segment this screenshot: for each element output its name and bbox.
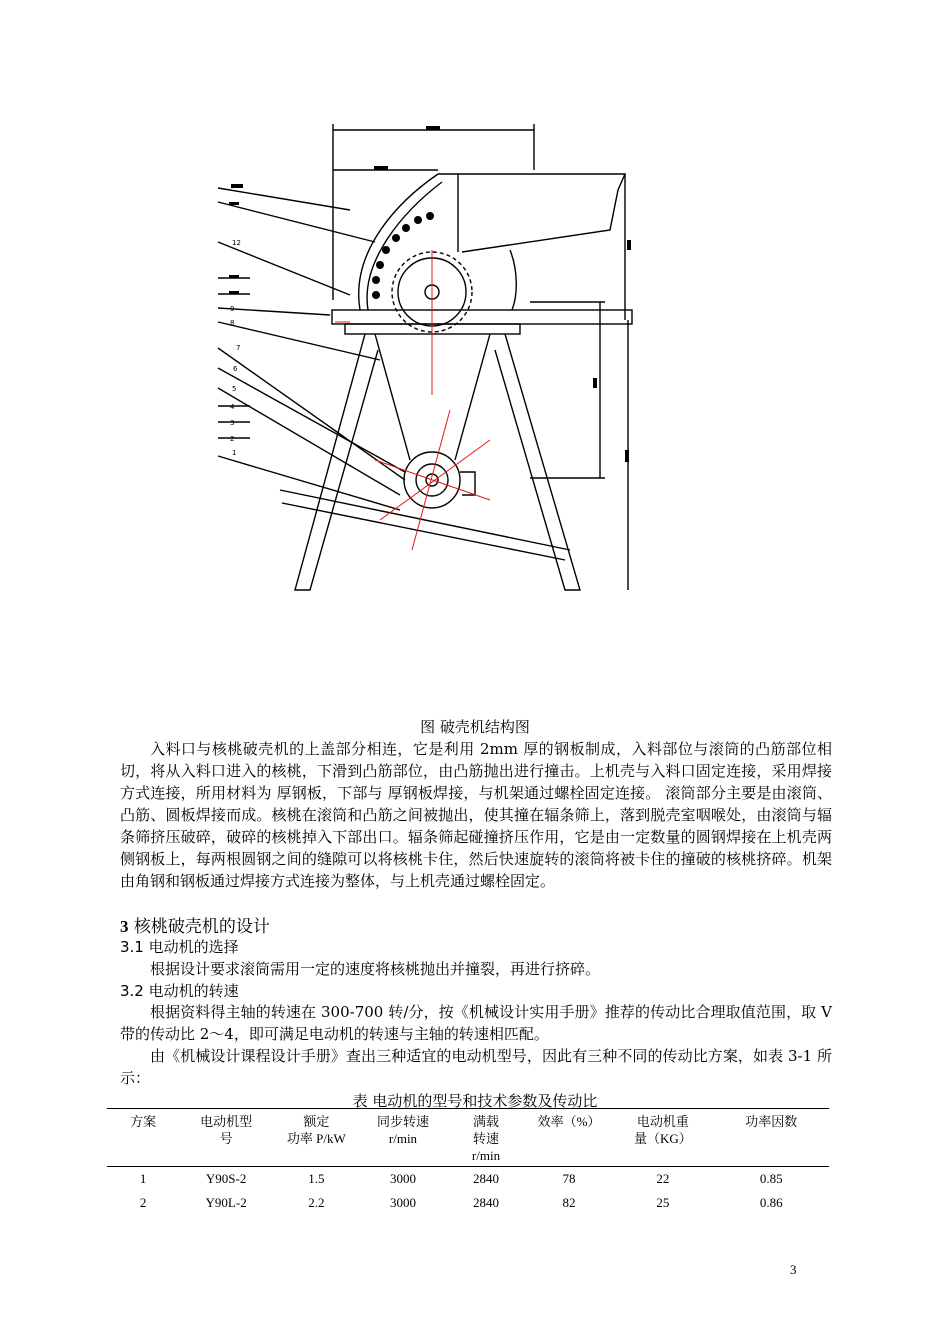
table-cell: 2	[139, 1195, 147, 1210]
table-cell: 2.2	[308, 1195, 325, 1210]
table-header: 电动机型 号	[200, 1114, 253, 1146]
table-cell: 3000	[389, 1195, 416, 1210]
table-cell: 2840	[473, 1171, 499, 1186]
table-cell: 78	[562, 1171, 576, 1186]
part-label-5: 5	[232, 385, 237, 393]
table-cell: Y90L-2	[205, 1195, 247, 1210]
table-header: 方案	[130, 1114, 157, 1129]
table-cell: 1.5	[308, 1171, 325, 1186]
table-cell: Y90S-2	[205, 1171, 247, 1186]
section-3-heading	[120, 912, 270, 937]
section-3-title: 核桃破壳机的设计	[133, 917, 270, 937]
part-label-2: 2	[230, 435, 235, 443]
paragraph-structure: 入料口与核桃破壳机的上盖部分相连，它是利用 2mm 厚的钢板制成，入料部位与滚筒的凸筋部位相切，将从入料口进入的核桃，下滑到凸筋部位，由凸筋抛出进行撞击。上机壳与入料口固定连接，采用焊接方式连接，所用材料为 厚钢板，下部与 厚钢板焊接，与机架通过螺栓固定连接。 滚筒部分主要是由滚筒、凸筋、圆板焊接而成。核桃在滚筒和凸筋之间被抛出，使其撞在辐条筛上，落到脱壳室咽喉处，由滚筒与辐条筛挤压破碎，破碎的核桃掉入下部出口。辐条筛起碰撞挤压作用，它是由一定数量的圆钢焊接在上机壳两侧钢板上，每两根圆钢之间的缝隙可以将核桃卡住，然后快速旋转的滚筒将被卡住的撞破的核桃挤碎。机架由角钢和钢板通过焊接方式连接为整体，与上机壳通过螺栓固定。	[120, 740, 832, 890]
table-header: 同步转速 r/min	[376, 1114, 429, 1146]
section-3-1-heading: 3.1 电动机的选择	[120, 938, 239, 956]
part-label-1: 1	[232, 449, 237, 457]
part-label-4: 4	[230, 403, 235, 411]
machine-structure-diagram	[200, 110, 660, 670]
page-number: 3	[790, 1262, 797, 1277]
table-title: 表 电动机的型号和技术参数及传动比	[352, 1092, 598, 1110]
table-header: 额定 功率 P/kW	[286, 1114, 346, 1146]
section-3-2-text2: 由《机械设计课程设计手册》查出三种适宜的电动机型号，因此有三种不同的传动比方案，如表 3-1 所示：	[120, 1047, 832, 1087]
motor-parameters-table	[107, 1108, 829, 1215]
table-cell: 3000	[389, 1171, 416, 1186]
table-cell: 0.86	[759, 1195, 783, 1210]
part-label-3: 3	[230, 419, 235, 427]
table-header: 功率因数	[745, 1114, 798, 1129]
section-3-2-heading: 3.2 电动机的转速	[120, 982, 239, 1000]
table-cell: 82	[562, 1195, 576, 1210]
table-header: 满载 转速 r/min	[471, 1114, 501, 1163]
section-3-number: 3	[120, 917, 129, 936]
table-cell: 1	[139, 1171, 147, 1186]
part-label-7: 7	[236, 344, 241, 352]
table-header: 效率（%）	[537, 1114, 601, 1129]
part-label-9: 9	[230, 305, 235, 313]
part-label-6: 6	[233, 365, 238, 373]
part-label-12: 12	[232, 239, 241, 247]
table-cell: 2840	[473, 1195, 499, 1210]
table-cell: 22	[656, 1171, 670, 1186]
section-3-2-text1: 根据资料得主轴的转速在 300-700 转/分，按《机械设计实用手册》推荐的传动比合理取值范围，取 V 带的传动比 2～4，即可满足电动机的转速与主轴的转速相匹配。	[120, 1003, 832, 1043]
section-3-1-text: 根据设计要求滚筒需用一定的速度将核桃抛出并撞裂，再进行挤碎。	[150, 960, 601, 978]
table-row	[107, 1191, 829, 1215]
table-row	[107, 1167, 829, 1192]
table-cell: 25	[656, 1195, 670, 1210]
figure-caption: 图 破壳机结构图	[420, 718, 530, 736]
table-cell: 0.85	[759, 1171, 783, 1186]
table-header-row	[107, 1109, 829, 1167]
part-label-8: 8	[230, 319, 235, 327]
table-header: 电动机重 量（KG）	[633, 1114, 692, 1146]
